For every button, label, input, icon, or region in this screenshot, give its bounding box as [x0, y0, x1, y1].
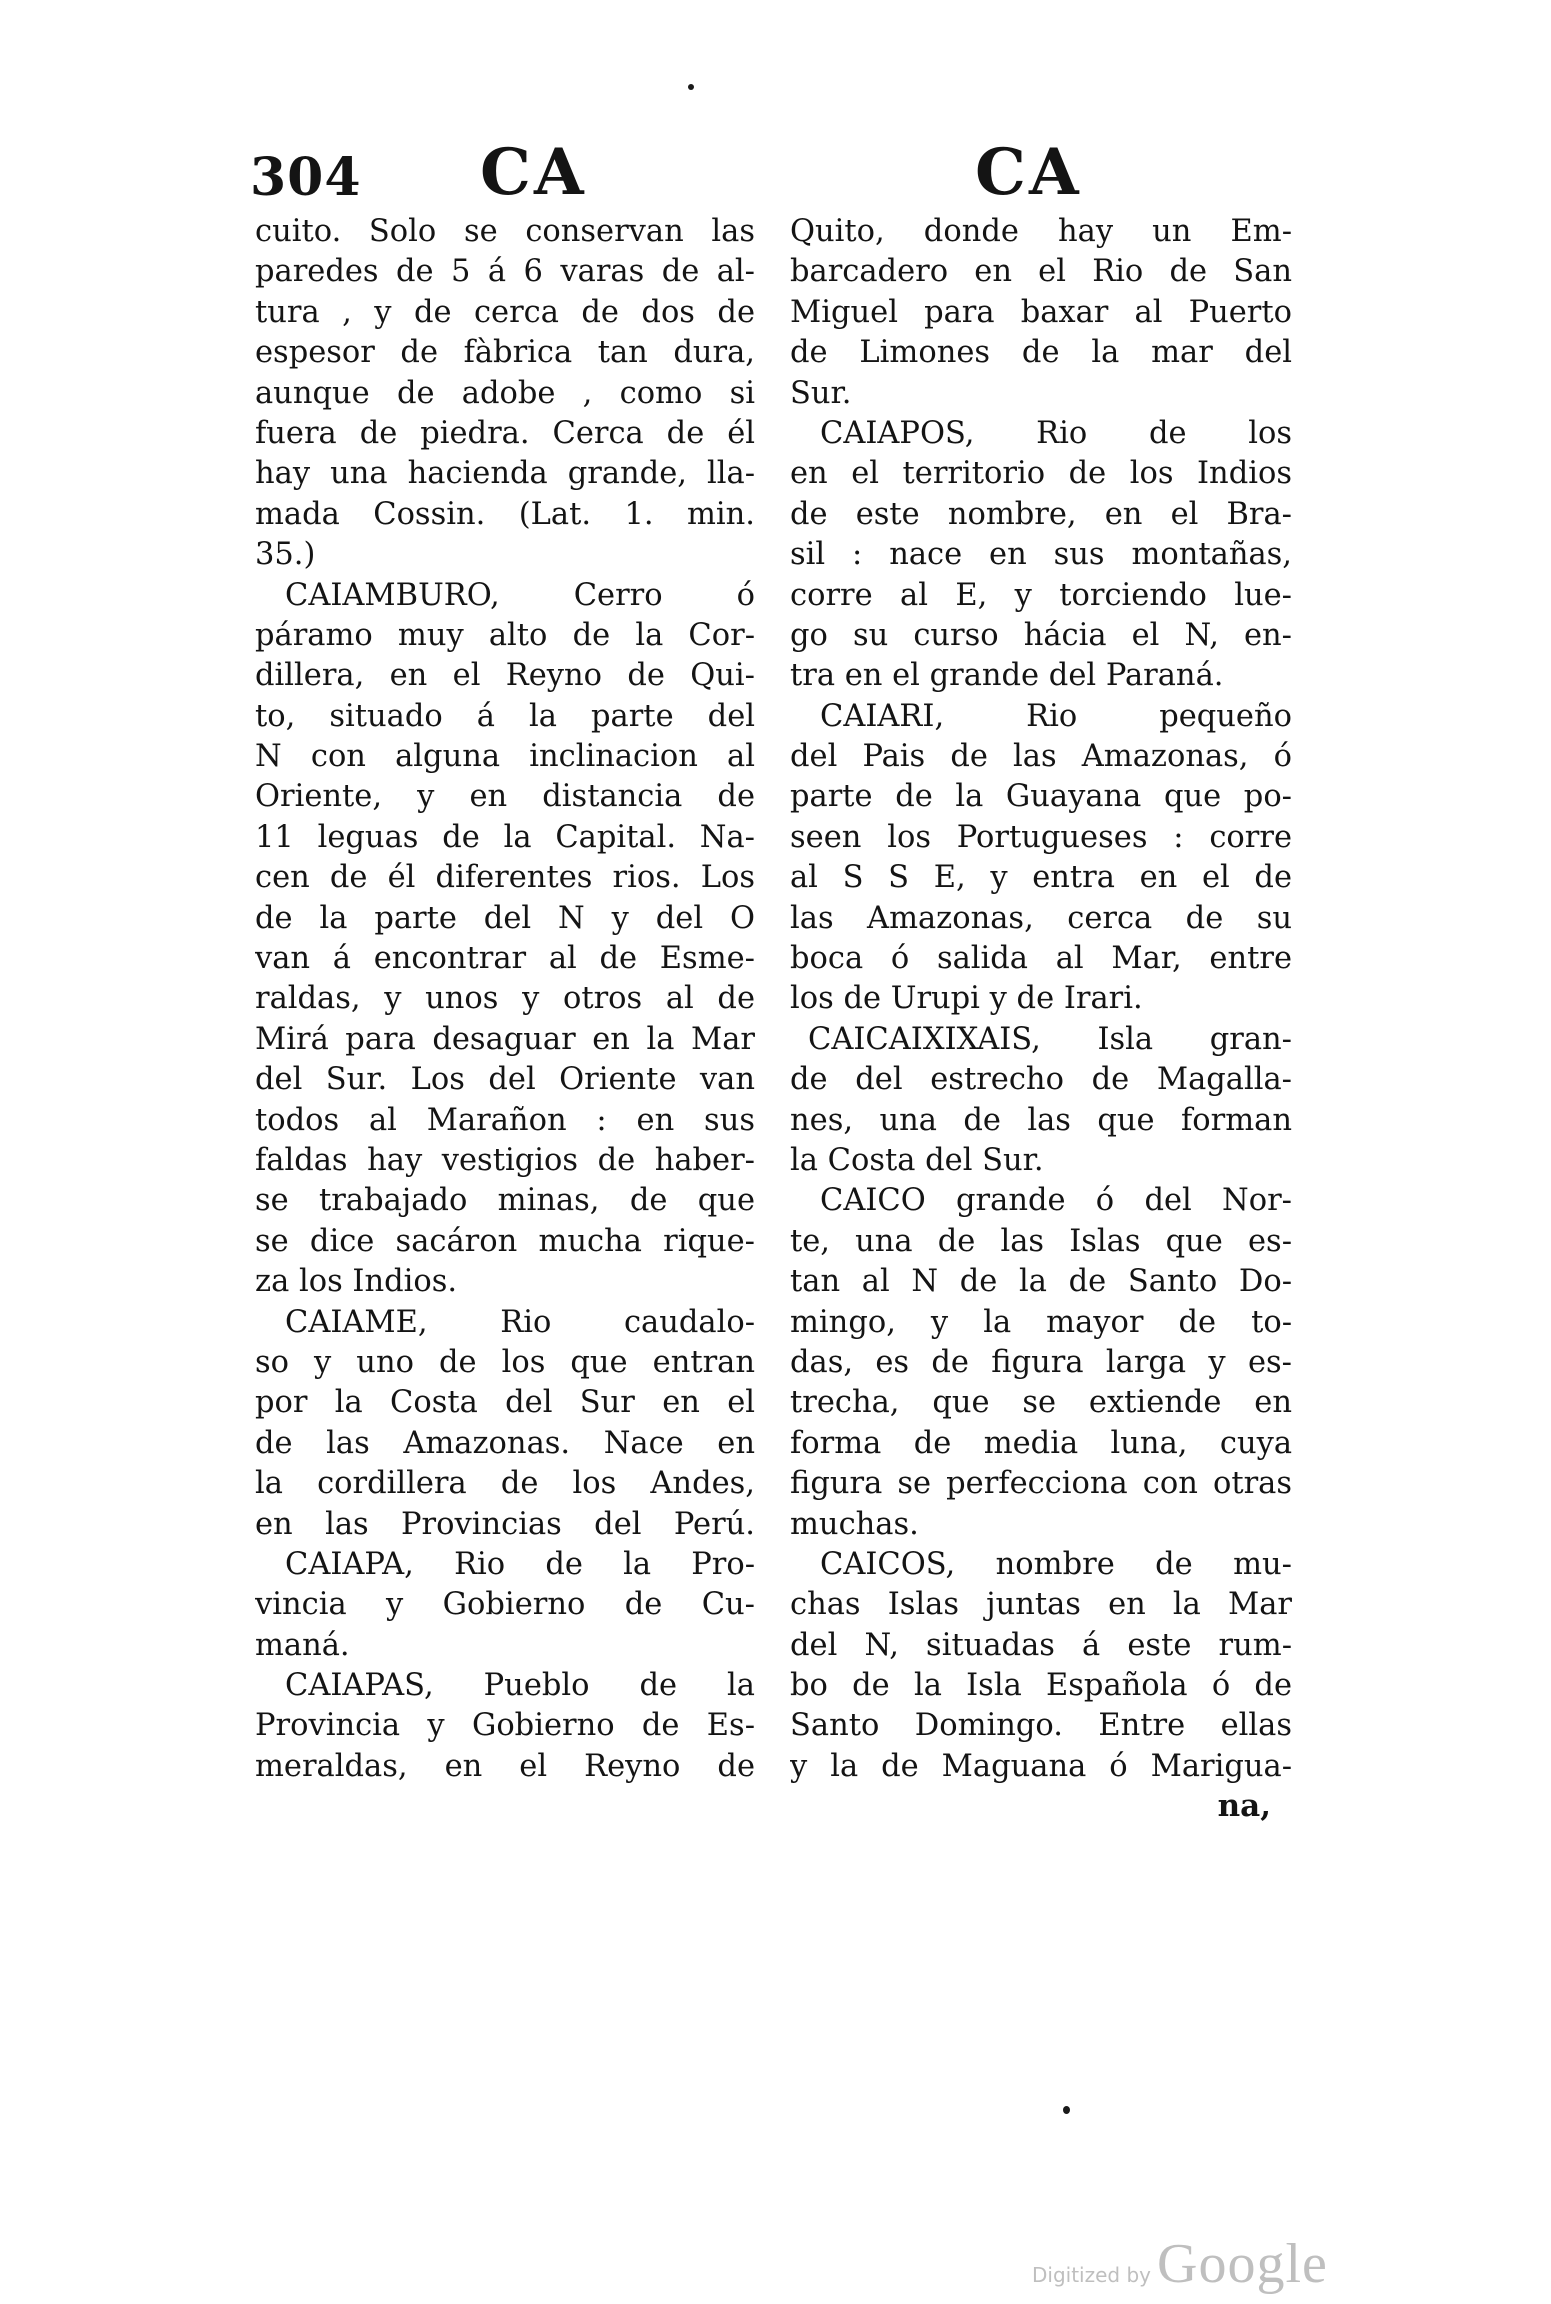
text-line: CAICOS, nombre de mu- — [820, 1546, 1292, 1582]
text-line: CAIAPOS, Rio de los — [820, 415, 1292, 451]
text-line: das, es de figura larga y es- — [790, 1344, 1292, 1380]
text-line: Oriente, y en distancia de — [255, 779, 755, 815]
text-line: 35.) — [255, 537, 316, 573]
text-line: las Amazonas, cerca de su — [790, 900, 1292, 936]
text-line: forma de media luna, cuya — [790, 1425, 1292, 1461]
text-line: de este nombre, en el Bra- — [790, 496, 1292, 532]
text-line: bo de la Isla Española ó de — [790, 1668, 1292, 1704]
text-line: seen los Portugueses : corre — [790, 819, 1292, 855]
text-line: raldas, y unos y otros al de — [255, 981, 755, 1017]
text-line: meraldas, en el Reyno de — [255, 1748, 755, 1784]
running-header — [250, 135, 1280, 220]
text-line: CAIAPAS, Pueblo de la — [285, 1668, 755, 1704]
ink-speck-top — [688, 84, 694, 90]
text-line: muchas. — [790, 1506, 919, 1542]
text-line: te, una de las Islas que es- — [790, 1223, 1292, 1259]
text-line: cuito. Solo se conservan las — [255, 214, 755, 249]
text-line: Quito, donde hay un Em- — [790, 214, 1292, 249]
text-line: mada Cossin. (Lat. 1. min. — [255, 496, 755, 532]
text-line: páramo muy alto de la Cor- — [255, 617, 755, 653]
text-line: de la parte del N y del O — [255, 900, 755, 936]
text-line: corre al E, y torciendo lue- — [790, 577, 1292, 613]
text-line: hay una hacienda grande, lla- — [255, 456, 755, 492]
text-line: trecha, que se extiende en — [790, 1385, 1292, 1421]
text-line: Provincia y Gobierno de Es- — [255, 1708, 755, 1744]
text-line: espesor de fàbrica tan dura, — [255, 335, 755, 371]
text-line: Miguel para baxar al Puerto — [790, 294, 1292, 330]
text-line: fuera de piedra. Cerca de él — [255, 415, 755, 451]
text-line: de del estrecho de Magalla- — [790, 1062, 1292, 1098]
text-line: go su curso hácia el N, en- — [790, 617, 1292, 653]
text-line: 11 leguas de la Capital. Na- — [255, 819, 755, 855]
text-line: del Sur. Los del Oriente van — [255, 1062, 755, 1098]
text-line: la Costa del Sur. — [790, 1142, 1044, 1178]
text-line: maná. — [255, 1627, 350, 1663]
watermark-label: Digitized by — [1032, 2263, 1151, 2287]
right-text-column — [790, 212, 1292, 1787]
text-line: se dice sacáron mucha rique- — [255, 1223, 755, 1259]
text-line: sil : nace en sus montañas, — [790, 537, 1292, 573]
text-line: al S S E, y entra en el de — [790, 860, 1292, 896]
google-logo: Google — [1157, 2233, 1328, 2295]
text-line: CAICAIXIXAIS, Isla gran- — [808, 1021, 1292, 1057]
catchword: na, — [1217, 1788, 1271, 1824]
page-number: 304 — [250, 147, 362, 208]
text-line: figura se perfecciona con otras — [790, 1466, 1292, 1502]
text-line: barcadero en el Rio de San — [790, 254, 1292, 290]
left-text-column — [255, 212, 755, 1787]
text-line: Sur. — [790, 375, 852, 411]
text-line: tan al N de la de Santo Do- — [790, 1264, 1292, 1300]
text-line: CAIAPA, Rio de la Pro- — [285, 1546, 755, 1582]
text-line: nes, una de las que forman — [790, 1102, 1292, 1138]
text-line: vincia y Gobierno de Cu- — [255, 1587, 755, 1623]
text-line: van á encontrar al de Esme- — [255, 941, 755, 977]
text-line: CAICO grande ó del Nor- — [820, 1183, 1292, 1219]
text-line: parte de la Guayana que po- — [790, 779, 1292, 815]
text-line: so y uno de los que entran — [255, 1344, 755, 1380]
text-line: del Pais de las Amazonas, ó — [790, 739, 1292, 775]
text-line: del N, situadas á este rum- — [790, 1627, 1292, 1663]
text-line: en las Provincias del Perú. — [255, 1506, 755, 1542]
text-line: en el territorio de los Indios — [790, 456, 1292, 492]
text-line: tra en el grande del Paraná. — [790, 658, 1224, 694]
text-line: Mirá para desaguar en la Mar — [255, 1021, 755, 1057]
text-line: boca ó salida al Mar, entre — [790, 941, 1292, 977]
text-line: cen de él diferentes rios. Los — [255, 860, 755, 896]
text-line: todos al Marañon : en sus — [255, 1102, 755, 1138]
text-line: paredes de 5 á 6 varas de al- — [255, 254, 755, 290]
text-line: N con alguna inclinacion al — [255, 739, 755, 775]
guide-word-right: CA — [975, 135, 1082, 210]
text-line: de las Amazonas. Nace en — [255, 1425, 755, 1461]
text-line: y la de Maguana ó Marigua- — [790, 1748, 1292, 1784]
ink-speck-bottom — [1063, 2106, 1070, 2114]
text-line: CAIARI, Rio pequeño — [820, 698, 1292, 734]
text-line: la cordillera de los Andes, — [255, 1466, 755, 1502]
text-line: se trabajado minas, de que — [255, 1183, 755, 1219]
text-line: Santo Domingo. Entre ellas — [790, 1708, 1292, 1744]
text-line: to, situado á la parte del — [255, 698, 755, 734]
text-line: de Limones de la mar del — [790, 335, 1292, 371]
text-line: za los Indios. — [255, 1264, 458, 1300]
text-line: por la Costa del Sur en el — [255, 1385, 755, 1421]
text-line: mingo, y la mayor de to- — [790, 1304, 1292, 1340]
text-line: los de Urupi y de Irari. — [790, 981, 1143, 1017]
text-line: faldas hay vestigios de haber- — [255, 1142, 755, 1178]
text-line: aunque de adobe , como si — [255, 375, 755, 411]
text-line: CAIAMBURO, Cerro ó — [285, 577, 755, 613]
text-line: tura , y de cerca de dos de — [255, 294, 755, 330]
text-line: dillera, en el Reyno de Qui- — [255, 658, 755, 694]
text-line: CAIAME, Rio caudalo- — [285, 1304, 755, 1340]
digitized-watermark — [1032, 2232, 1328, 2295]
guide-word-left: CA — [480, 135, 587, 210]
text-line: chas Islas juntas en la Mar — [790, 1587, 1292, 1623]
